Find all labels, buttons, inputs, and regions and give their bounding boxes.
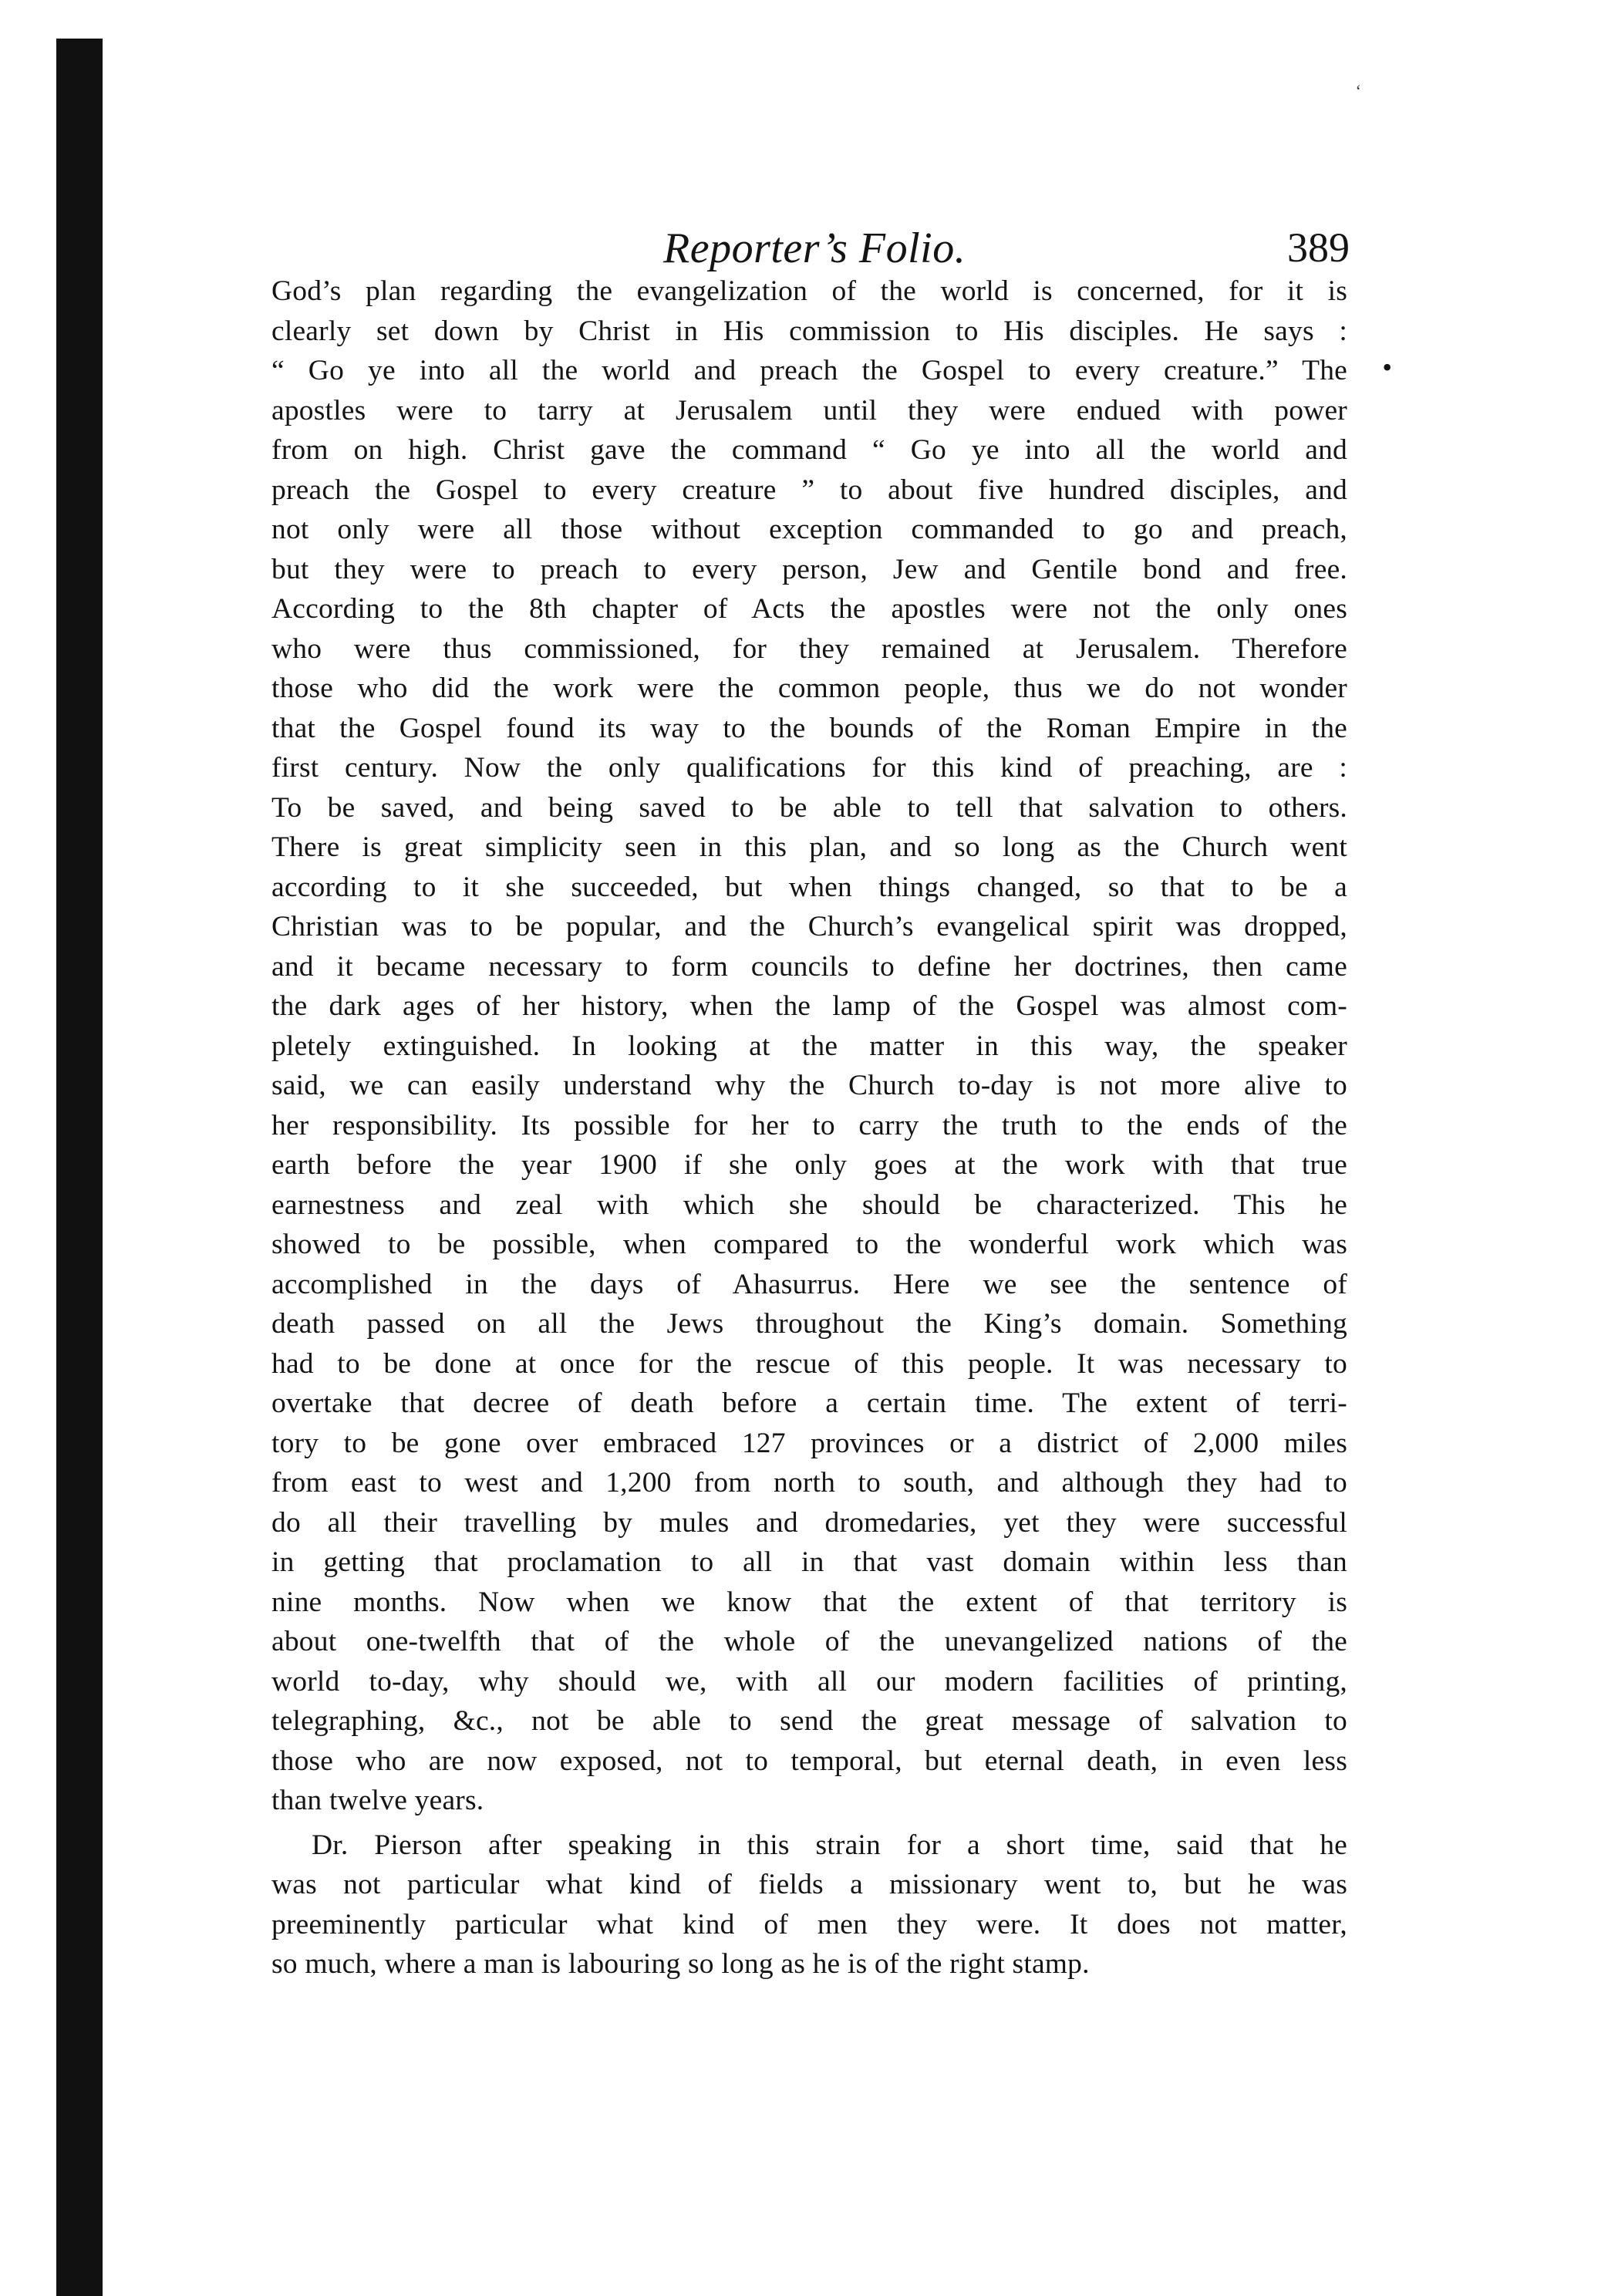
text-line: from on high. Christ gave the command “ Go ye into all the world and	[271, 434, 1347, 466]
text-line: world to-day, why should we, with all our modern facilities of printing,	[271, 1665, 1347, 1698]
paragraph	[271, 1826, 1347, 1984]
text-line: but they were to preach to every person, Jew and Gentile bond and free.	[271, 553, 1347, 585]
text-line: so much, where a man is labouring so long as he is of the right stamp.	[271, 1948, 1090, 1980]
text-line: According to the 8th chapter of Acts the apostles were not the only ones	[271, 593, 1347, 625]
text-line: pletely extinguished. In looking at the matter in this way, the speaker	[271, 1030, 1347, 1062]
running-title: Reporter’s Folio.	[663, 224, 966, 272]
text-line: and it became necessary to form councils to define her doctrines, then came	[271, 950, 1347, 983]
text-line: earth before the year 1900 if she only goes at the work with that true	[271, 1149, 1347, 1181]
text-line: earnestness and zeal with which she should be characterized. This he	[271, 1188, 1347, 1221]
text-line: preeminently particular what kind of men they were. It does not matter,	[271, 1908, 1347, 1940]
paragraph	[271, 271, 1347, 1821]
text-line: those who did the work were the common people, thus we do not wonder	[271, 673, 1347, 704]
text-line: There is great simplicity seen in this plan, and so long as the Church went	[271, 831, 1347, 863]
text-line: showed to be possible, when compared to the wonderful work which was	[271, 1229, 1347, 1260]
text-line: from east to west and 1,200 from north to south, and although they had to	[271, 1467, 1347, 1499]
body-text	[271, 271, 1347, 1984]
text-line: her responsibility. Its possible for her to carry the truth to the ends of the	[271, 1109, 1347, 1141]
text-line: than twelve years.	[271, 1785, 484, 1816]
text-line: preach the Gospel to every creature ” to about five hundred disciples, and	[271, 474, 1347, 506]
text-line: according to it she succeeded, but when things changed, so that to be a	[271, 871, 1347, 903]
text-line: To be saved, and being saved to be able to tell that salvation to others.	[271, 791, 1347, 824]
margin-mark: •	[1382, 352, 1392, 383]
page-number: 389	[1287, 224, 1350, 271]
text-line: Dr. Pierson after speaking in this strain for a short time, said that he	[312, 1829, 1347, 1861]
text-line: tory to be gone over embraced 127 provinces or a district of 2,000 miles	[271, 1427, 1347, 1459]
text-line: was not particular what kind of fields a missionary went to, but he was	[271, 1869, 1347, 1900]
text-line: apostles were to tarry at Jerusalem until they were endued with power	[271, 394, 1347, 426]
text-line: telegraphing, &c., not be able to send the great message of salvation to	[271, 1705, 1347, 1737]
text-line: overtake that decree of death before a certain time. The extent of terri-	[271, 1387, 1347, 1419]
text-line: do all their travelling by mules and dromedaries, yet they were successful	[271, 1506, 1347, 1539]
text-line: said, we can easily understand why the Church to-day is not more alive to	[271, 1070, 1347, 1101]
text-line: God’s plan regarding the evangelization of the world is concerned, for it is	[271, 275, 1347, 307]
text-line: accomplished in the days of Ahasurrus. Here we see the sentence of	[271, 1268, 1347, 1300]
text-line: Christian was to be popular, and the Church’s evangelical spirit was dropped,	[271, 911, 1347, 942]
text-line: first century. Now the only qualifications for this kind of preaching, are :	[271, 752, 1347, 784]
text-line: “ Go ye into all the world and preach the Gospel to every creature.” The	[271, 355, 1347, 386]
text-line: that the Gospel found its way to the bounds of the Roman Empire in the	[271, 712, 1347, 744]
text-line: who were thus commissioned, for they remained at Jerusalem. Therefore	[271, 632, 1347, 665]
text-line: clearly set down by Christ in His commission to His disciples. He says :	[271, 315, 1347, 347]
text-line: nine months. Now when we know that the extent of that territory is	[271, 1586, 1347, 1618]
text-line: about one-twelfth that of the whole of the unevangelized nations of the	[271, 1626, 1347, 1657]
text-line: death passed on all the Jews throughout the King’s domain. Something	[271, 1308, 1347, 1340]
text-line: not only were all those without exception commanded to go and preach,	[271, 514, 1347, 545]
text-line: those who are now exposed, not to temporal, but eternal death, in even less	[271, 1745, 1347, 1777]
text-line: had to be done at once for the rescue of this people. It was necessary to	[271, 1347, 1347, 1380]
text-line: in getting that proclamation to all in that vast domain within less than	[271, 1546, 1347, 1578]
text-line: the dark ages of her history, when the lamp of the Gospel was almost com-	[271, 990, 1347, 1022]
scan-spine-shadow	[56, 39, 103, 2296]
scan-speck: ‘	[1355, 81, 1361, 100]
